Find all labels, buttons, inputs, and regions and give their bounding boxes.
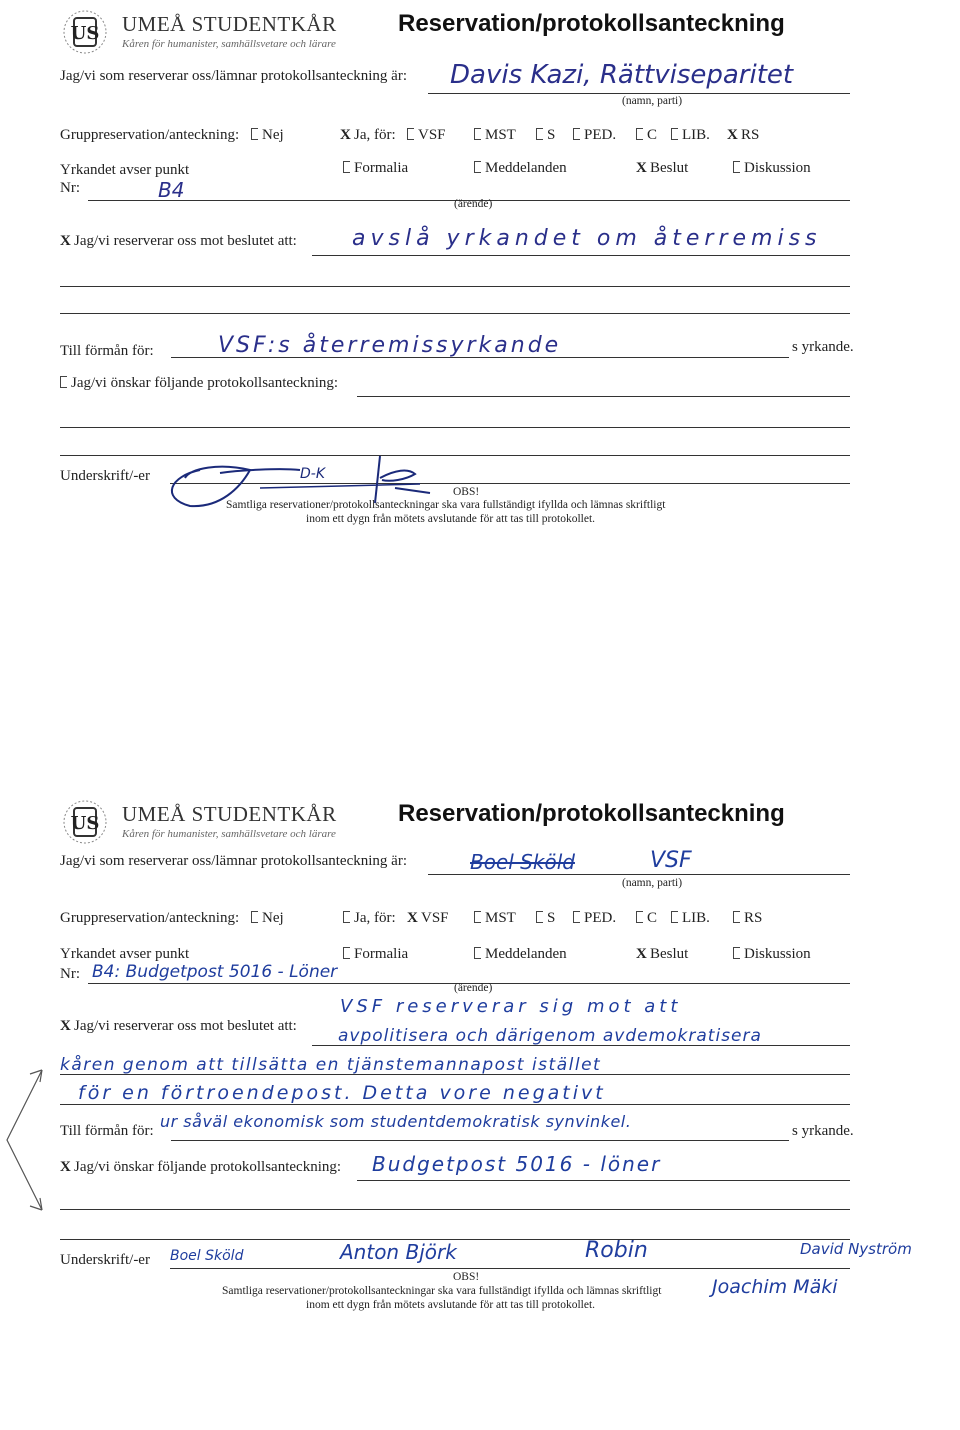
group-option-c[interactable]: C [636,127,657,144]
yrkandet-label: Yrkandet avser punkt [60,946,190,962]
page-title: Reservation/protokollsanteckning [398,800,785,827]
checkbox-icon [407,128,414,140]
against-line-1 [312,255,850,256]
reserver-label: Jag/vi som reserverar oss/lämnar protokollsanteckning är: [60,853,407,869]
checkbox-icon [474,911,481,923]
reserve-against-label: X Jag/vi reserverar oss mot beslutet att: [60,233,297,249]
point-option-meddelanden[interactable]: Meddelanden [474,946,567,963]
against-line-1-text[interactable]: VSF reserverar sig mot att [340,996,682,1017]
signature-5[interactable]: Joachim Mäki [712,1276,838,1298]
notice-line-2: inom ett dygn från mötets avslutande för att tas till protokollet. [306,1299,596,1311]
check-mark: X [60,1018,71,1034]
point-option-diskussion[interactable]: Diskussion [733,946,811,963]
onskar-label: X Jag/vi önskar följande protokollsanteckning: [60,1159,342,1175]
checkbox-icon [60,376,67,388]
point-option-formalia[interactable]: Formalia [343,946,408,963]
studentkar-crest-icon [62,8,108,56]
underskrift-label: Underskrift/-er [60,468,150,484]
in-favor-line [171,1140,789,1141]
org-tagline: Kåren för humanister, samhällsvetare och lärare [122,38,336,50]
checkbox-icon [474,128,481,140]
checkbox-icon [733,911,740,923]
till-forman-label: Till förmån för: [60,343,154,359]
note-text[interactable]: Budgetpost 5016 - löner [372,1152,662,1176]
org-tagline: Kåren för humanister, samhällsvetare och lärare [122,828,336,840]
group-option-rs[interactable]: RS [733,910,762,927]
yrkandet-label: Yrkandet avser punkt [60,162,190,178]
group-option-s[interactable]: S [536,910,555,927]
point-option-meddelanden[interactable]: Meddelanden [474,160,567,177]
group-option-mst[interactable]: MST [474,910,516,927]
checkbox-icon [343,161,350,173]
checkbox-icon [474,161,481,173]
reserver-name[interactable]: VSF [650,848,692,873]
group-option-ped[interactable]: PED. [573,910,616,927]
signature-1[interactable]: Boel Sköld [170,1248,244,1264]
check-mark: X [60,1159,71,1175]
group-option-mst[interactable]: MST [474,127,516,144]
checkbox-icon [573,128,580,140]
till-forman-label: Till förmån för: [60,1123,154,1139]
org-name: UMEÅ STUDENTKÅR [122,802,337,826]
checkbox-icon [251,128,258,140]
svg-text:US: US [70,813,100,834]
nr-value[interactable]: B4: Budgetpost 5016 - Löner [92,962,338,982]
reserve-against-label: X Jag/vi reserverar oss mot beslutet att: [60,1018,297,1034]
against-line-2 [60,1074,850,1075]
checkbox-icon [671,911,678,923]
against-line-2-text[interactable]: avpolitisera och därigenom avdemokratisera [338,1026,762,1046]
checkbox-icon [573,911,580,923]
checkbox-icon [636,911,643,923]
name-line [428,93,850,94]
in-favor-text[interactable]: VSF:s återremissyrkande [218,333,562,358]
checkbox-icon [671,128,678,140]
note-line-1 [357,1180,850,1181]
against-line-3 [60,313,850,314]
s-yrkande-label: s yrkande. [792,1123,854,1139]
reserver-name-struck: Boel Sköld [470,850,575,874]
checkbox-icon [474,947,481,959]
studentkar-crest-icon [62,798,108,846]
group-option-lib[interactable]: LIB. [671,910,710,927]
group-label: Gruppreservation/anteckning: [60,127,240,143]
svg-text:US: US [70,23,100,44]
nej-option[interactable]: Nej [251,127,284,144]
group-option-vsf[interactable]: VSF [407,127,446,144]
notice-line-1: Samtliga reservationer/protokollsanteckningar ska vara fullständigt ifyllda och lämnas skriftligt [226,499,666,511]
group-option-c[interactable]: C [636,910,657,927]
namn-parti-caption: (namn, parti) [622,877,683,889]
reserver-label: Jag/vi som reserverar oss/lämnar protokollsanteckning är: [60,68,407,84]
checkbox-icon [733,161,740,173]
namn-parti-caption: (namn, parti) [622,95,683,107]
group-option-ped[interactable]: PED. [573,127,616,144]
reserver-name[interactable]: Davis Kazi, Rättviseparitet [450,60,794,90]
form-2 [0,790,960,1430]
page-title: Reservation/protokollsanteckning [398,10,785,37]
checkbox-icon [636,128,643,140]
org-name: UMEÅ STUDENTKÅR [122,12,337,36]
checkbox-icon [733,947,740,959]
onskar-label: Jag/vi önskar följande protokollsanteckning: [60,375,338,392]
against-line-4-text[interactable]: för en förtroendepost. Detta vore negativt [78,1082,606,1104]
margin-arrow-icon [2,1060,62,1220]
org-logo [62,798,362,848]
signature-3[interactable]: Robin [585,1238,648,1263]
against-line-1 [312,1045,850,1046]
obs-label: OBS! [453,1271,480,1283]
group-option-s[interactable]: S [536,127,555,144]
in-favor-line [171,357,789,358]
checkbox-icon [343,947,350,959]
notice-line-1: Samtliga reservationer/protokollsanteckningar ska vara fullständigt ifyllda och lämnas skriftligt [222,1285,662,1297]
ja-option[interactable]: Ja, för: [343,910,396,927]
obs-label: OBS! [453,486,480,498]
check-mark: X [60,233,71,249]
against-line-5-text[interactable]: ur såväl ekonomisk som studentdemokratisk synvinkel. [160,1112,632,1131]
checkbox-icon [343,911,350,923]
form-1 [0,0,960,640]
check-mark: X [636,946,647,962]
check-mark: X [340,127,351,143]
note-line-2 [60,1209,850,1210]
group-option-vsf[interactable]: X VSF [407,910,449,926]
signature-4[interactable]: David Nyström [800,1240,912,1258]
check-mark: X [727,127,738,143]
check-mark: X [407,910,418,926]
ja-option[interactable]: X Ja, för: [340,127,396,143]
underskrift-label: Underskrift/-er [60,1252,150,1268]
group-option-lib[interactable]: LIB. [671,127,710,144]
against-text[interactable]: avslå yrkandet om återremiss [352,226,822,251]
group-option-rs[interactable]: X RS [727,127,760,143]
group-label: Gruppreservation/anteckning: [60,910,240,926]
notice-line-2: inom ett dygn från mötets avslutande för att tas till protokollet. [306,513,596,525]
checkbox-icon [251,911,258,923]
signature-1-text: D-K [300,466,326,482]
point-option-beslut[interactable]: X Beslut [636,160,689,176]
nr-label: Nr: [60,966,80,982]
nr-label: Nr: [60,180,80,196]
signature-line [170,1268,850,1269]
against-line-3 [60,1104,850,1105]
s-yrkande-label: s yrkande. [792,339,854,355]
checkbox-icon [536,128,543,140]
signature-2[interactable]: Anton Björk [340,1240,457,1264]
org-logo [62,8,362,58]
name-line [428,874,850,875]
check-mark: X [636,160,647,176]
arende-caption: (ärende) [454,198,493,210]
point-option-formalia[interactable]: Formalia [343,160,408,177]
against-line-2 [60,286,850,287]
nr-value[interactable]: B4 [158,178,185,202]
note-line-2 [60,427,850,428]
note-line-1 [357,396,850,397]
point-option-diskussion[interactable]: Diskussion [733,160,811,177]
point-option-beslut[interactable]: X Beslut [636,946,689,962]
nej-option[interactable]: Nej [251,910,284,927]
checkbox-icon [536,911,543,923]
arende-caption: (ärende) [454,982,493,994]
against-line-3-text[interactable]: kåren genom att tillsätta en tjänstemannapost istället [60,1055,602,1075]
